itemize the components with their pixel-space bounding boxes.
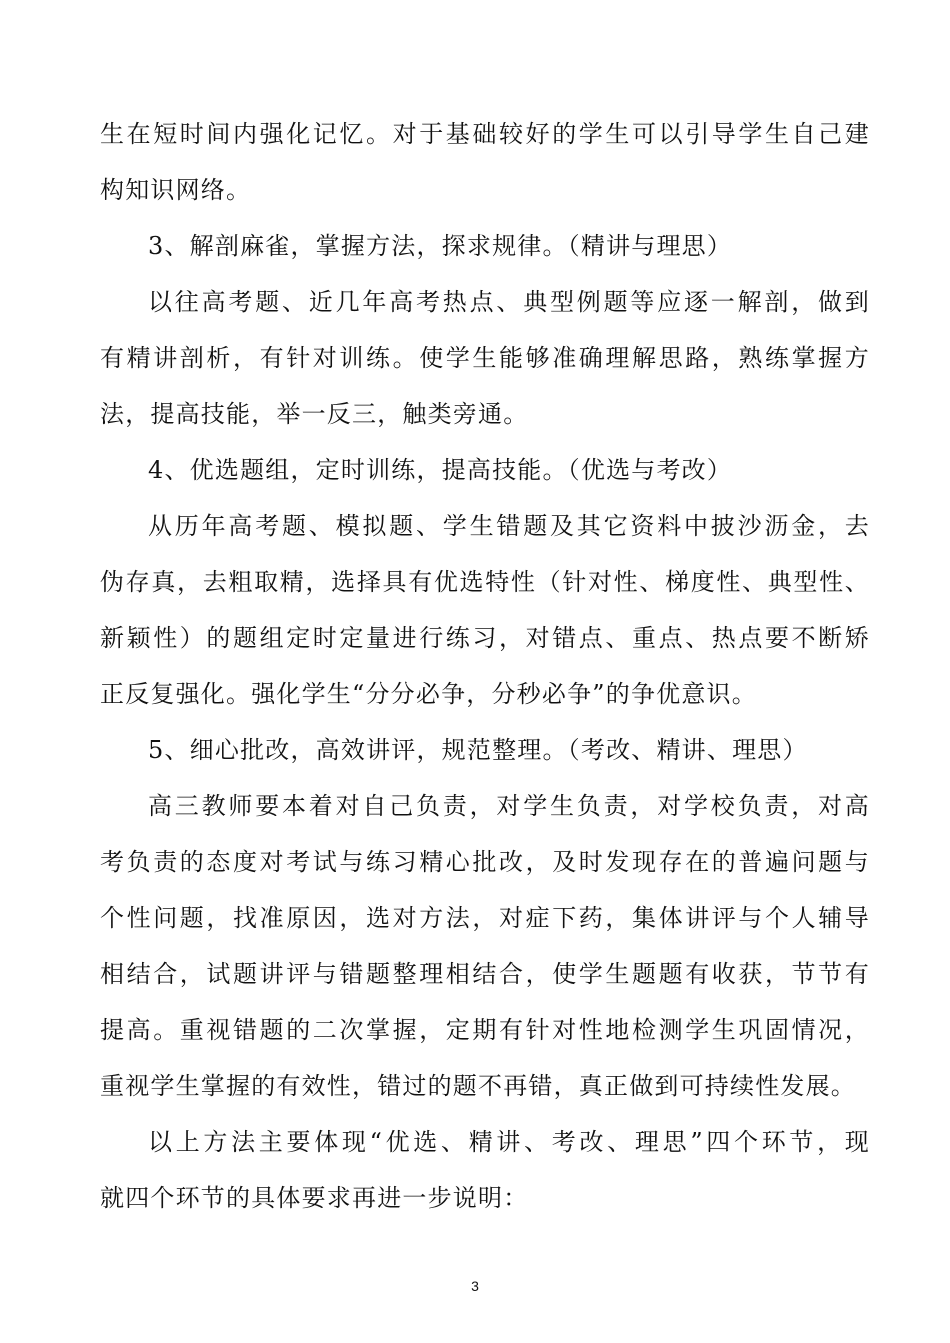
text-line: 有精讲剖析，有针对训练。使学生能够准确理解思路，熟练掌握方 — [100, 344, 870, 372]
text-line: 法，提高技能，举一反三，触类旁通。 — [100, 400, 529, 428]
document-body — [100, 106, 870, 1226]
text-line: 就四个环节的具体要求再进一步说明： — [100, 1184, 529, 1212]
text-line: 个性问题，找准原因，选对方法，对症下药，集体讲评与个人辅导 — [100, 904, 870, 932]
text-line: 构知识网络。 — [100, 176, 252, 204]
text-line: 高三教师要本着对自己负责，对学生负责，对学校负责，对高 — [148, 792, 870, 820]
text-line: 相结合，试题讲评与错题整理相结合，使学生题题有收获，节节有 — [100, 960, 870, 988]
section-heading: 5、细心批改，高效讲评，规范整理。（考改、精讲、理思） — [148, 736, 808, 764]
section-heading: 3、解剖麻雀，掌握方法，探求规律。（精讲与理思） — [148, 232, 733, 260]
text-line: 提高。重视错题的二次掌握，定期有针对性地检测学生巩固情况， — [100, 1016, 870, 1044]
text-line: 正反复强化。强化学生“分分必争，分秒必争”的争优意识。 — [100, 680, 757, 708]
text-line: 伪存真，去粗取精，选择具有优选特性（针对性、梯度性、典型性、 — [100, 568, 870, 596]
text-line: 考负责的态度对考试与练习精心批改，及时发现存在的普遍问题与 — [100, 848, 870, 876]
text-line: 从历年高考题、模拟题、学生错题及其它资料中披沙沥金，去 — [148, 512, 870, 540]
section-heading: 4、优选题组，定时训练，提高技能。（优选与考改） — [148, 456, 733, 484]
text-line: 以往高考题、近几年高考热点、典型例题等应逐一解剖，做到 — [148, 288, 870, 316]
text-line: 重视学生掌握的有效性，错过的题不再错，真正做到可持续性发展。 — [100, 1072, 856, 1100]
text-line: 新颖性）的题组定时定量进行练习，对错点、重点、热点要不断矫 — [100, 624, 870, 652]
page-number: 3 — [471, 1278, 479, 1294]
text-line: 以上方法主要体现“优选、精讲、考改、理思”四个环节，现 — [148, 1128, 870, 1156]
text-line: 生在短时间内强化记忆。对于基础较好的学生可以引导学生自己建 — [100, 120, 870, 148]
